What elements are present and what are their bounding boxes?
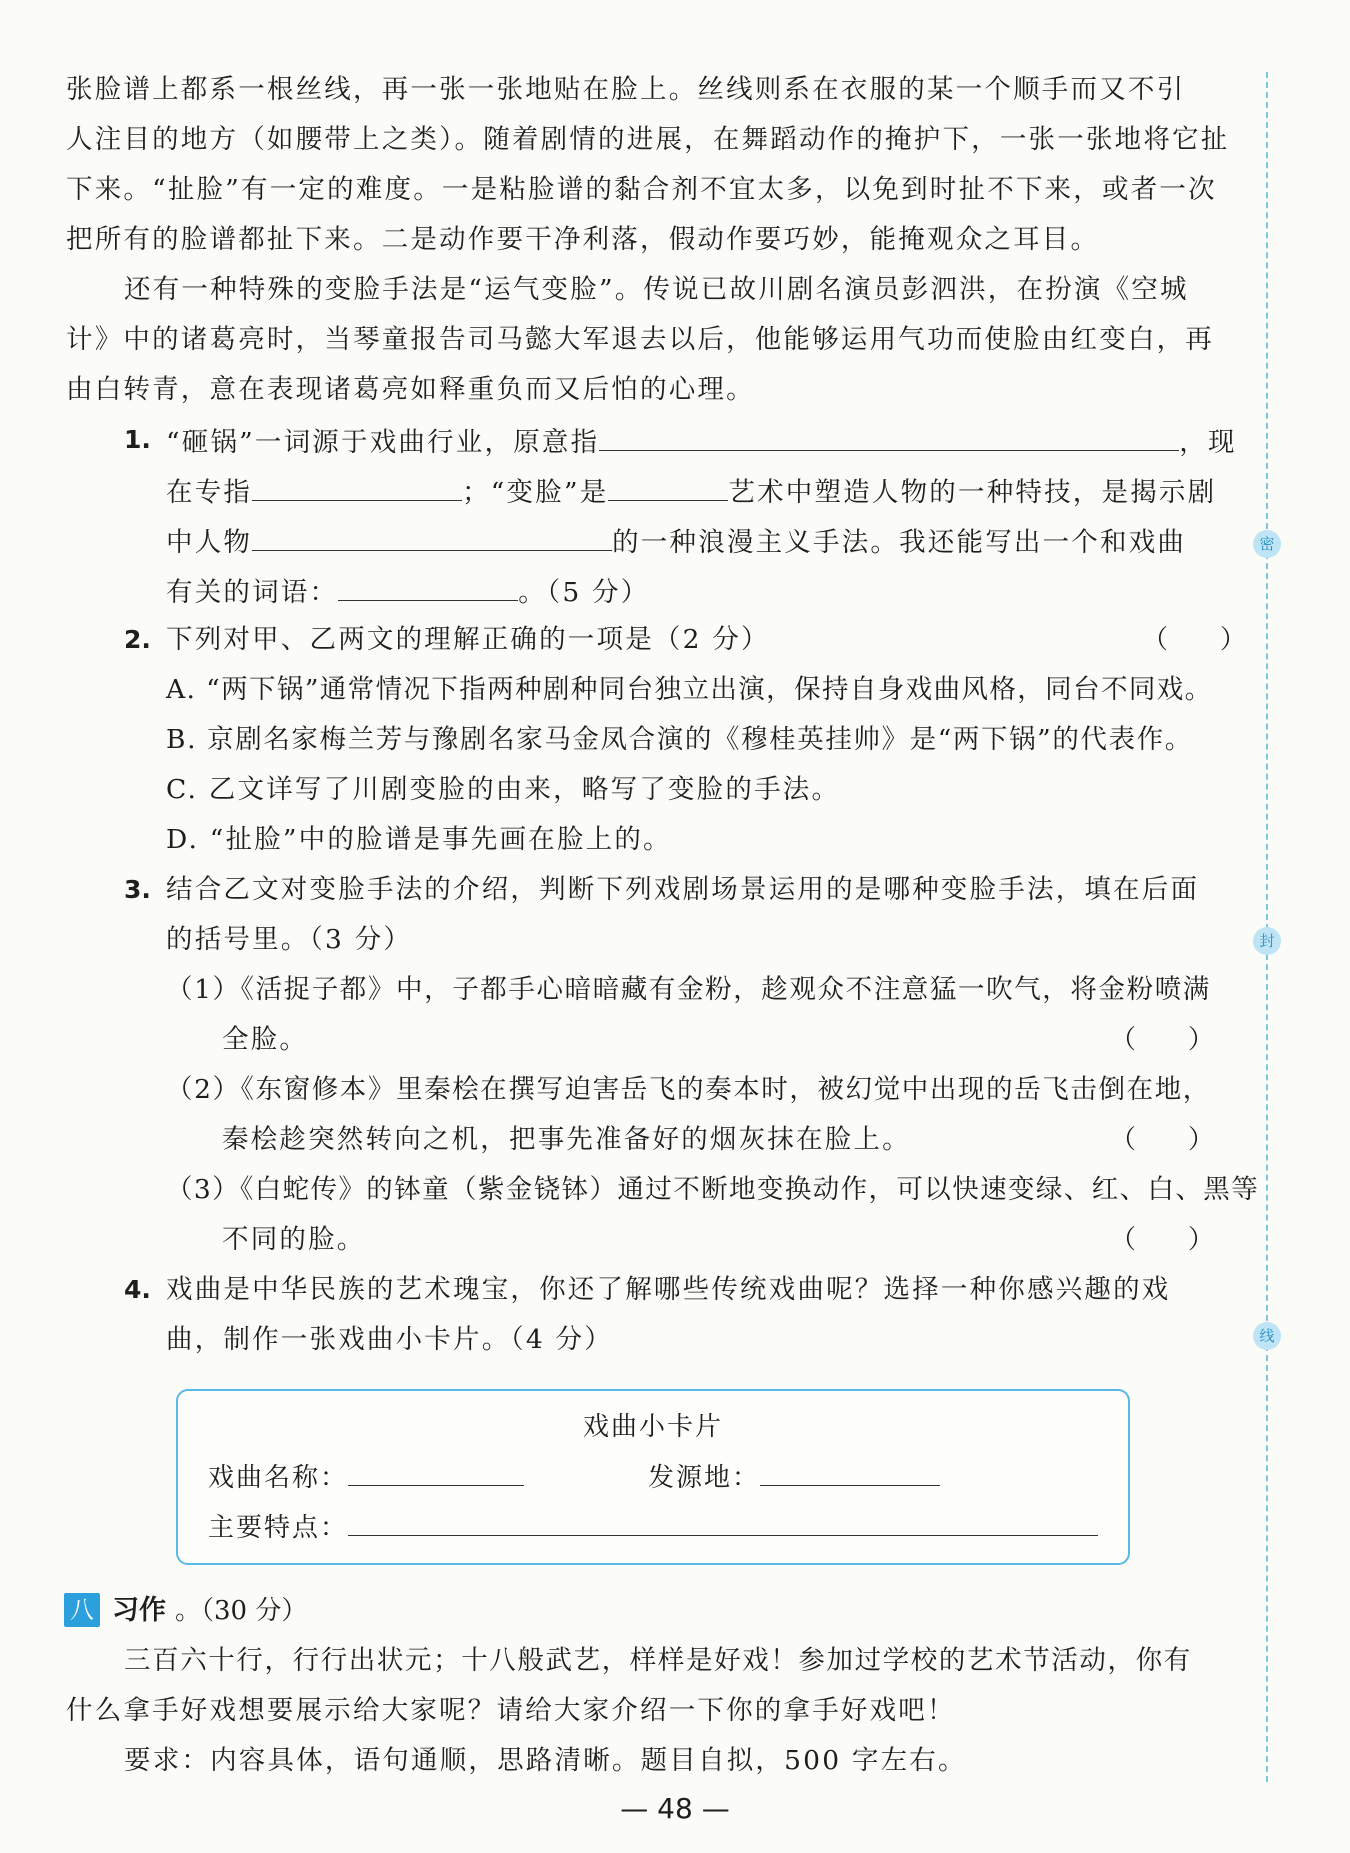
answer-blank[interactable] xyxy=(252,520,612,551)
section-title: 习作 xyxy=(112,1595,166,1626)
scene-item: （1）《活捉子都》中，子都手心暗暗藏有金粉，趁观众不注意猛一吹气，将金粉喷满 xyxy=(166,974,1211,1005)
answer-blank[interactable] xyxy=(599,420,1179,451)
card-origin-row xyxy=(648,1457,940,1498)
question-3-stem: 结合乙文对变脸手法的介绍，判断下列戏剧场景运用的是哪种变脸手法，填在后面 xyxy=(166,874,1200,905)
answer-bracket[interactable]: （ ） xyxy=(1110,1025,1215,1055)
seal-mark: 封 xyxy=(1253,927,1281,955)
question-1-line-3 xyxy=(166,520,1186,563)
origin-blank[interactable] xyxy=(760,1457,940,1486)
scene-item: 全脸。 xyxy=(222,1024,309,1055)
scene-item: 秦桧趁突然转向之机，把事先准备好的烟灰抹在脸上。 xyxy=(222,1124,911,1155)
writing-prompt: 什么拿手好戏想要展示给大家呢？请给大家介绍一下你的拿手好戏吧！ xyxy=(66,1695,956,1726)
option-c: C. 乙文详写了川剧变脸的由来，略写了变脸的手法。 xyxy=(166,774,841,805)
opera-card xyxy=(176,1389,1130,1565)
opera-name-blank[interactable] xyxy=(348,1457,524,1486)
question-text: 在专指 xyxy=(166,477,253,508)
seal-mark: 线 xyxy=(1253,1322,1281,1350)
question-1-line-4 xyxy=(166,570,649,613)
passage-line: 由白转青，意在表现诸葛亮如释重负而又后怕的心理。 xyxy=(66,374,755,405)
question-number: 1. xyxy=(124,425,151,454)
answer-bracket[interactable]: （ ） xyxy=(1110,1125,1215,1155)
question-text: “砸锅”一词源于戏曲行业，原意指 xyxy=(166,427,600,458)
passage-line: 张脸谱上都系一根丝线，再一张一张地贴在脸上。丝线则系在衣服的某一个顺手而又不引 xyxy=(66,74,1186,105)
question-1-line-1 xyxy=(166,420,1237,463)
question-text: 艺术中塑造人物的一种特技，是揭示剧 xyxy=(728,477,1217,508)
card-name-row xyxy=(208,1457,524,1498)
card-feature-label: 主要特点： xyxy=(208,1513,349,1543)
passage-line: 还有一种特殊的变脸手法是“运气变脸”。传说已故川剧名演员彭泗洪，在扮演《空城 xyxy=(124,274,1189,305)
question-2-stem: 下列对甲、乙两文的理解正确的一项是（2 分） xyxy=(166,624,770,655)
question-text: ，现 xyxy=(1179,427,1237,458)
card-title: 戏曲小卡片 xyxy=(582,1412,723,1442)
passage-line: 计》中的诸葛亮时，当琴童报告司马懿大军退去以后，他能够运用气功而使脸由红变白，再 xyxy=(66,324,1214,355)
scene-item: （2）《东窗修本》里秦桧在撰写迫害岳飞的奏本时，被幻觉中出现的岳飞击倒在地， xyxy=(166,1074,1211,1105)
question-text: 中人物 xyxy=(166,527,253,558)
question-3-stem: 的括号里。（3 分） xyxy=(166,924,413,955)
scene-item: （3）《白蛇传》的钵童（紫金铙钵）通过不断地变换动作，可以快速变绿、红、白、黑等 xyxy=(166,1174,1260,1205)
question-text: 。（5 分） xyxy=(518,577,650,608)
card-origin-label: 发源地： xyxy=(648,1463,761,1493)
question-text: 的一种浪漫主义手法。我还能写出一个和戏曲 xyxy=(612,527,1187,558)
question-number: 3. xyxy=(124,875,151,904)
answer-bracket[interactable]: （ ） xyxy=(1142,625,1247,655)
option-d: D. “扯脸”中的脸谱是事先画在脸上的。 xyxy=(166,824,672,855)
scene-item: 不同的脸。 xyxy=(222,1224,366,1255)
answer-bracket[interactable]: （ ） xyxy=(1110,1225,1215,1255)
question-4-stem: 曲，制作一张戏曲小卡片。（4 分） xyxy=(166,1324,613,1355)
section-score: 。（30 分） xyxy=(175,1596,308,1626)
answer-blank[interactable] xyxy=(608,470,728,501)
passage-line: 把所有的脸谱都扯下来。二是动作要干净利落，假动作要巧妙，能掩观众之耳目。 xyxy=(66,224,1100,255)
writing-prompt: 三百六十行，行行出状元；十八般武艺，样样是好戏！参加过学校的艺术节活动，你有 xyxy=(124,1645,1192,1676)
option-a: A. “两下锅”通常情况下指两种剧种同台独立出演，保持自身戏曲风格，同台不同戏。 xyxy=(166,674,1213,705)
question-text: ；“变脸”是 xyxy=(462,477,609,508)
card-feature-row xyxy=(208,1507,1098,1548)
passage-line: 下来。“扯脸”有一定的难度。一是粘脸谱的黏合剂不宜太多，以免到时扯不下来，或者一次 xyxy=(66,174,1217,205)
question-4-stem: 戏曲是中华民族的艺术瑰宝，你还了解哪些传统戏曲呢？选择一种你感兴趣的戏 xyxy=(166,1274,1171,1305)
question-number: 4. xyxy=(124,1275,151,1304)
card-name-label: 戏曲名称： xyxy=(208,1463,349,1493)
question-text: 有关的词语： xyxy=(166,577,339,608)
section-badge: 八 xyxy=(64,1593,100,1627)
question-1-line-2 xyxy=(166,470,1216,513)
page-number: — 48 — xyxy=(620,1792,730,1825)
answer-blank[interactable] xyxy=(252,470,462,501)
writing-requirements: 要求：内容具体，语句通顺，思路清晰。题目自拟，500 字左右。 xyxy=(124,1745,967,1776)
feature-blank[interactable] xyxy=(348,1507,1098,1536)
seal-mark: 密 xyxy=(1253,530,1281,558)
question-number: 2. xyxy=(124,625,151,654)
passage-line: 人注目的地方（如腰带上之类）。随着剧情的进展，在舞蹈动作的掩护下，一张一张地将它扯 xyxy=(66,124,1230,155)
option-b: B. 京剧名家梅兰芳与豫剧名家马金凤合演的《穆桂英挂帅》是“两下锅”的代表作。 xyxy=(166,724,1193,755)
answer-blank[interactable] xyxy=(338,570,518,601)
